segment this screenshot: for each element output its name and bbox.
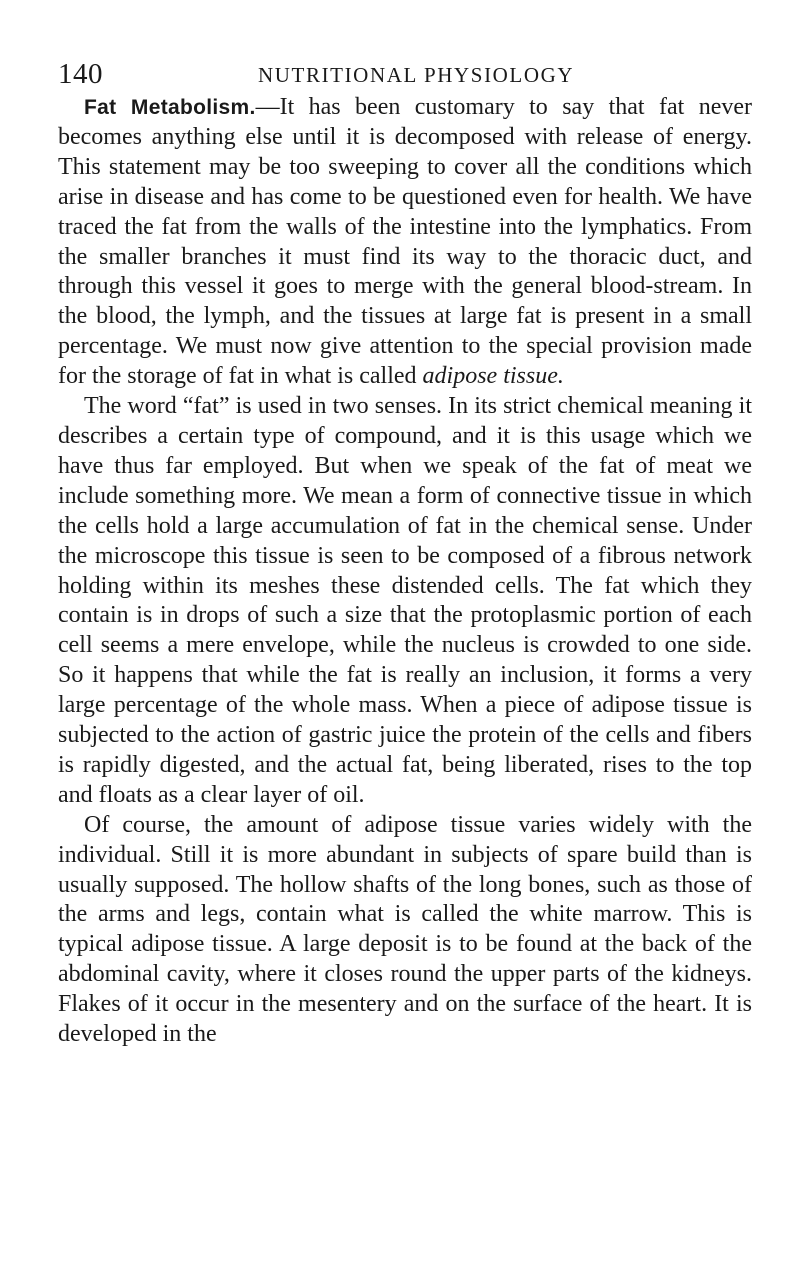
page-number: 140 bbox=[58, 58, 103, 90]
paragraph-fat-metabolism bbox=[58, 93, 752, 392]
paragraph-1-text: —It has been customary to say that fat never becomes anything else until it is decomposed with release of energy. This statement may be too sweeping to cover all the conditions which arise in disease and has come to be questioned even for health. We have traced the fat from the walls of the intestine into the lymphatics. From the smaller branches it must find its way to the thoracic duct, and through this vessel it goes to merge with the general blood-stream. In the blood, the lymph, and the tissues at large fat is present in a small percentage. We must now give attention to the special provision made for the storage of fat in what is called bbox=[58, 94, 752, 390]
section-heading: Fat Metabolism. bbox=[84, 96, 256, 119]
paragraph-word-fat: The word “fat” is used in two senses. In its strict chemical meaning it describes a certain type of compound, and it is this usage which we have thus far employed. But when we speak of the fat of meat we include something more. We mean a form of connective tissue in which the cells hold a large accumulation of fat in the chemical sense. Under the microscope this tissue is seen to be composed of a fibrous network holding within its meshes these distended cells. The fat which they contain is in drops of such a size that the protoplasmic portion of each cell seems a mere envelope, while the nucleus is crowded to one side. So it happens that while the fat is really an inclusion, it forms a very large percentage of the whole mass. When a piece of adipose tissue is subjected to the action of gastric juice the protein of the cells and fibers is rapidly digested, and the actual fat, being liberated, rises to the top and floats as a clear layer of oil. bbox=[58, 393, 752, 808]
running-head bbox=[58, 58, 750, 98]
paragraph-adipose-amount: Of course, the amount of adipose tissue varies widely with the individual. Still it is more abundant in subjects of spare build than is usually supposed. The hollow shafts of the long bones, such as those of the arms and legs, contain what is called the white marrow. This is typical adipose tissue. A large deposit is to be found at the back of the abdominal cavity, where it closes round the upper parts of the kidneys. Flakes of it occur in the mesentery and on the surface of the heart. It is developed in the bbox=[58, 811, 752, 1048]
body-text bbox=[58, 93, 752, 1050]
italic-term-adipose-tissue: adipose tissue. bbox=[422, 363, 564, 390]
running-title: NUTRITIONAL PHYSIOLOGY bbox=[258, 63, 575, 87]
